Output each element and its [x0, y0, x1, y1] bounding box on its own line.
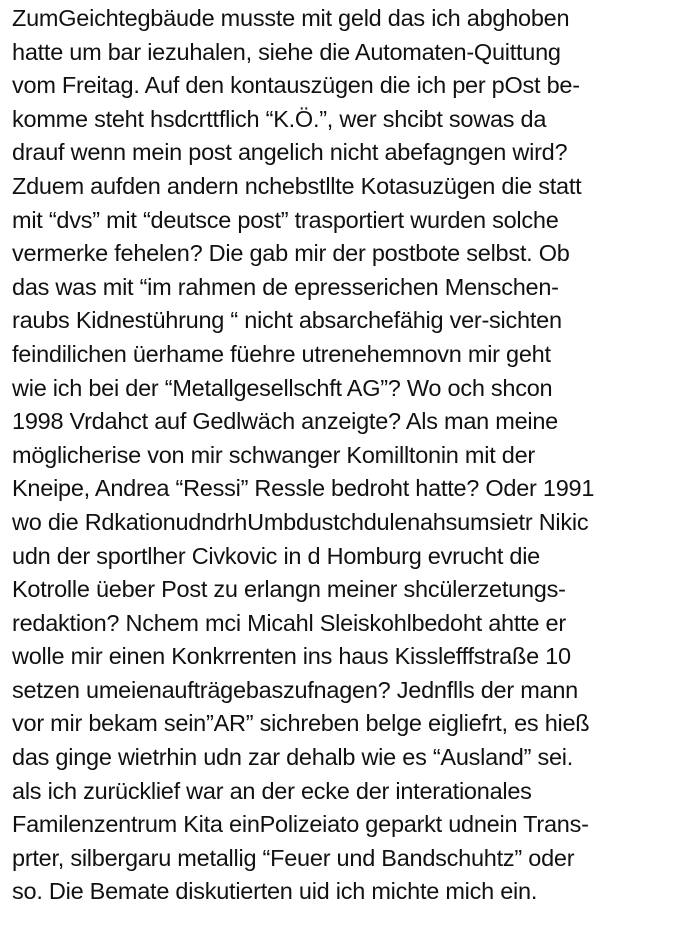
text-line: wie ich bei der “Metallgesellschft AG”? Wo och shcon	[12, 374, 553, 401]
text-line: vor mir bekam sein”AR” sichreben belge eigliefrt, es hieß	[12, 710, 590, 737]
text-line: als ich zurücklief war an der ecke der interationales	[12, 777, 532, 804]
text-line: vermerke fehelen? Die gab mir der postbote selbst. Ob	[12, 240, 570, 267]
text-line: udn der sportlher Civkovic in d Homburg evrucht die	[12, 542, 541, 569]
text-line: mit “dvs” mit “deutsce post” trasportiert wurden solche	[12, 206, 559, 233]
text-line: komme steht hsdcrttflich “K.Ö.”, wer shcibt sowas da	[12, 105, 547, 132]
text-line: Kneipe, Andrea “Ressi” Ressle bedroht hatte? Oder 1991	[12, 475, 595, 502]
text-line: möglicherise von mir schwanger Komilltonin mit der	[12, 441, 535, 468]
text-line: hatte um bar iezuhalen, siehe die Automaten-Quittung	[12, 38, 561, 65]
text-line: wolle mir einen Konkrrenten ins haus Kisslefffstraße 10	[12, 643, 571, 670]
text-line: das was mit “im rahmen de epresserichen Menschen-	[12, 273, 559, 300]
text-line: Kotrolle üeber Post zu erlangn meiner shcülerzetungs-	[12, 576, 566, 603]
text-line: raubs Kidnestührung “ nicht absarchefähig ver-sichten	[12, 307, 562, 334]
text-line: drauf wenn mein post angelich nicht abefagngen wird?	[12, 139, 568, 166]
text-line: prter, silbergaru metallig “Feuer und Bandschuhtz” oder	[12, 844, 575, 871]
text-line: vom Freitag. Auf den kontauszügen die ich per pOst be-	[12, 72, 580, 99]
text-line: setzen umeienaufträgebaszufnagen? Jednflls der mann	[12, 676, 578, 703]
text-line: redaktion? Nchem mci Micahl Sleiskohlbedoht ahtte er	[12, 609, 566, 636]
text-line: ZumGeichtegbäude musste mit geld das ich abghoben	[12, 5, 570, 31]
body-text	[12, 2, 680, 909]
text-line: das ginge wietrhin udn zar dehalb wie es “Ausland” sei.	[12, 744, 574, 771]
text-line: Familenzentrum Kita einPolizeiato geparkt udnein Trans-	[12, 811, 589, 838]
text-line: Zduem aufden andern nchebstllte Kotasuzügen die statt	[12, 172, 582, 199]
text-line: so. Die Bemate diskutierten uid ich michte mich ein.	[12, 878, 538, 905]
text-line: 1998 Vrdahct auf Gedlwäch anzeigte? Als man meine	[12, 408, 559, 435]
text-line: feindilichen üerhame füehre utrenehemnovn mir geht	[12, 340, 551, 367]
text-line: wo die RdkationudndrhUmbdustchdulenahsumsietr Nikic	[12, 508, 589, 535]
